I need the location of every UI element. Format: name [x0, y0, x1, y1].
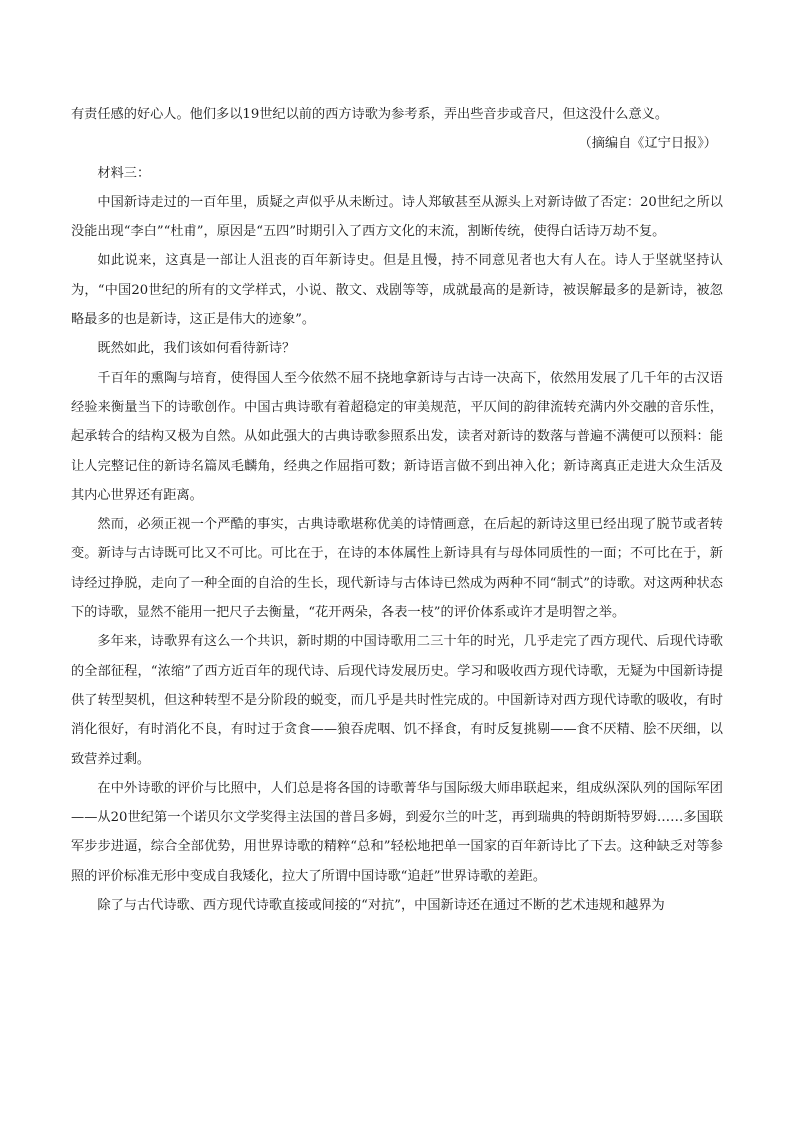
source-citation: （摘编自《辽宁日报》） — [578, 136, 717, 152]
paragraph: 多年来，诗歌界有这么一个共识，新时期的中国诗歌用二三十年的时光，几乎走完了西方现代、后现代诗歌的全部征程，“浓缩”了西方近百年的现代诗、后现代诗发展历史。学习和吸收西方现代诗歌，无疑为中国新诗提供了转型契机，但这种转型不是分阶段的蜕变，而几乎是共时性完成的。中国新诗对西方现代诗歌的吸收，有时消化很好，有时消化不良，有时过于贪食——狼吞虎咽、饥不择食，有时反复挑剔——食不厌精、脍不厌细，以致营养过剩。 — [71, 634, 723, 767]
document-body — [71, 100, 723, 920]
paragraph: 既然如此，我们该如何看待新诗？ — [97, 341, 296, 357]
paragraph: 千百年的熏陶与培育，使得国人至今依然不屈不挠地拿新诗与古诗一决高下，依然用发展了几千年的古汉语经验来衡量当下的诗歌创作。中国古典诗歌有着超稳定的审美规范，平仄间的韵律流转充满内外交融的音乐性，起承转合的结构又极为自然。从如此强大的古典诗歌参照系出发，读者对新诗的数落与普遍不满便可以预料：能让人完整记住的新诗名篇凤毛麟角，经典之作屈指可数；新诗语言做不到出神入化；新诗离真正走进大众生活及其内心世界还有距离。 — [71, 370, 723, 503]
paragraph: 然而，必须正视一个严酷的事实，古典诗歌堪称优美的诗情画意，在后起的新诗这里已经出现了脱节或者转变。新诗与古诗既可比又不可比。可比在于，在诗的本体属性上新诗具有与母体同质性的一面；不可比在于，新诗经过挣脱，走向了一种全面的自洽的生长，现代新诗与古体诗已然成为两种不同“制式”的诗歌。对这两种状态下的诗歌，显然不能用一把尺子去衡量，“花开两朵，各表一枝”的评价体系或许才是明智之举。 — [71, 517, 723, 621]
paragraph: 除了与古代诗歌、西方现代诗歌直接或间接的“对抗”，中国新诗还在通过不断的艺术违规和越界为 — [97, 898, 665, 914]
paragraph: 中国新诗走过的一百年里，质疑之声似乎从未断过。诗人郑敏甚至从源头上对新诗做了否定：20世纪之所以没能出现“李白”“杜甫”，原因是“五四”时期引入了西方文化的末流，割断传统，使得白话诗万劫不复。 — [71, 194, 723, 240]
paragraph: 如此说来，这真是一部让人沮丧的百年新诗史。但是且慢，持不同意见者也大有人在。诗人于坚就坚持认为，“中国20世纪的所有的文学样式，小说、散文、戏剧等等，成就最高的是新诗，被误解最多的是新诗，被忽略最多的也是新诗，这正是伟大的迹象”。 — [71, 253, 723, 328]
paragraph: 在中外诗歌的评价与比照中，人们总是将各国的诗歌菁华与国际级大师串联起来，组成纵深队列的国际军团——从20世纪第一个诺贝尔文学奖得主法国的普吕多姆，到爱尔兰的叶芝，再到瑞典的特朗斯特罗姆……多国联军步步进逼，综合全部优势，用世界诗歌的精粹“总和”轻松地把单一国家的百年新诗比了下去。这种缺乏对等参照的评价标准无形中变成自我矮化，拉大了所谓中国诗歌“追赶”世界诗歌的差距。 — [71, 780, 723, 884]
paragraph-continuation: 有责任感的好心人。他们多以19世纪以前的西方诗歌为参考系，弄出些音步或音尺，但这没什么意义。 — [71, 107, 669, 122]
section-heading: 材料三： — [97, 165, 151, 181]
